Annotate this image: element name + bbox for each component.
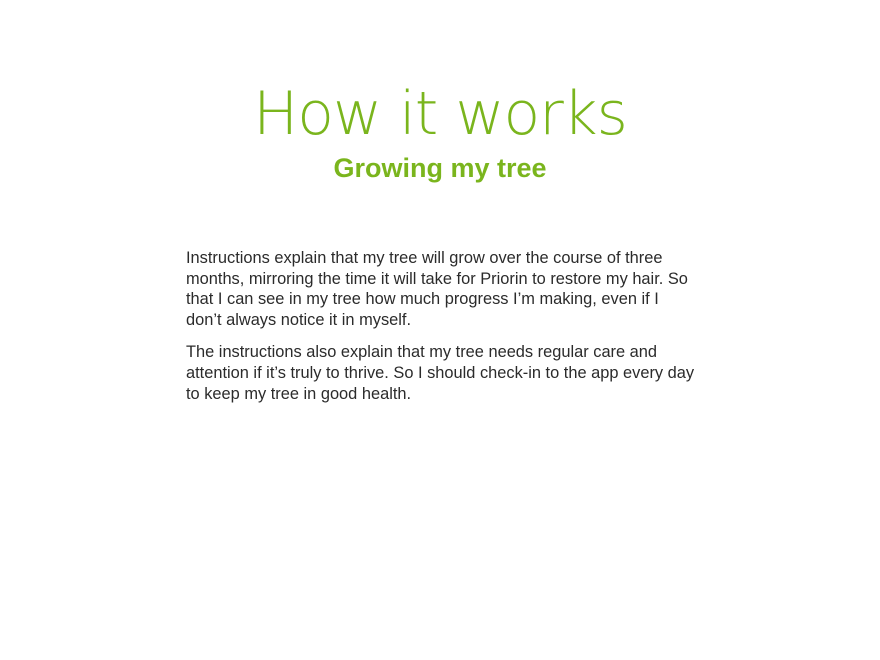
instructions-paragraph-2: The instructions also explain that my tree needs regular care and attention if it’s truly to thrive. So I should check-in to the app every day to keep my tree in good health. xyxy=(186,343,695,403)
instructions-paragraph-1: Instructions explain that my tree will grow over the course of three months, mirroring the time it will take for Priorin to restore my hair. So that I can see in my tree how much progress I’m making, even if I don’t always notice it in myself. xyxy=(186,249,688,329)
instructions-body xyxy=(186,248,698,416)
page-subtitle: Growing my tree xyxy=(333,153,547,183)
page-title: How it works xyxy=(253,79,627,149)
